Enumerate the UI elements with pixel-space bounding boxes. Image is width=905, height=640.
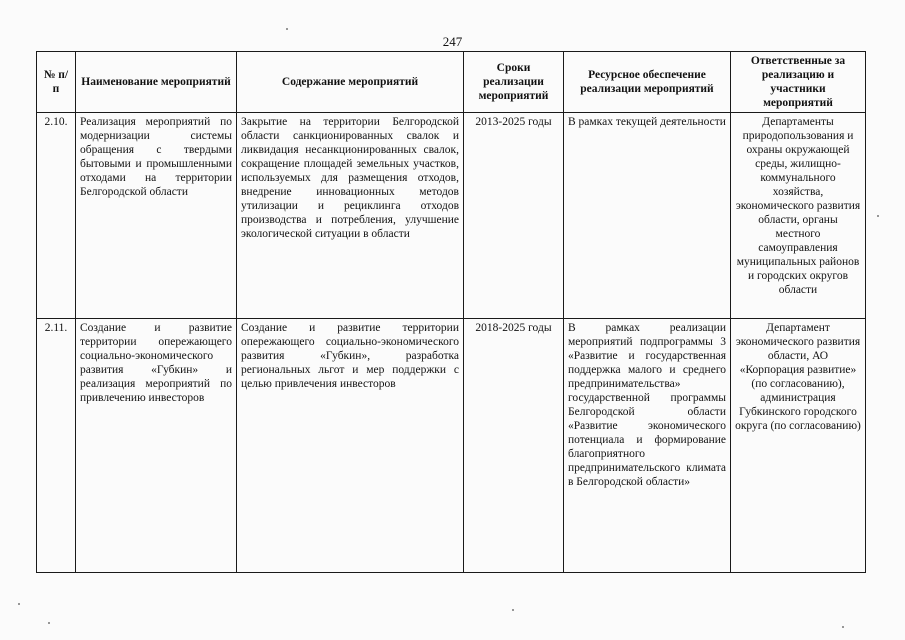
measures-table: [36, 51, 866, 573]
table-row: [37, 319, 866, 573]
scan-speck: [877, 215, 879, 217]
header-content: Содержание мероприятий: [237, 52, 464, 113]
row-content: Закрытие на территории Белгородской области санкционированных свалок и ликвидация несанкционированных свалок, сокращение площадей земельных участков, используемых для размещения отходов, внедрение инновационных методов утилизации и рециклинга отходов производства и потребления, улучшение экологической ситуации в области: [237, 113, 464, 319]
row-responsible: Департаменты природопользования и охраны окружающей среды, жилищно-коммунального хозяйства, экономического развития области, органы местного самоуправления муниципальных районов и городских округов области: [731, 113, 866, 319]
scan-speck: [842, 626, 844, 628]
header-name: Наименование мероприятий: [76, 52, 237, 113]
row-num: 2.11.: [37, 319, 76, 573]
scan-speck: [48, 622, 50, 624]
header-responsible: Ответственные за реализацию и участники мероприятий: [731, 52, 866, 113]
header-resources: Ресурсное обеспечение реализации мероприятий: [564, 52, 731, 113]
header-num: № п/п: [37, 52, 76, 113]
header-terms: Сроки реализации мероприятий: [464, 52, 564, 113]
row-content: Создание и развитие территории опережающего социально-экономического развития «Губкин», разработка региональных льгот и мер поддержки с целью привлечения инвесторов: [237, 319, 464, 573]
row-name: Реализация мероприятий по модернизации системы обращения с твердыми бытовыми и промышленными отходами на территории Белгородской области: [76, 113, 237, 319]
scan-speck: [512, 609, 514, 611]
scan-speck: [286, 28, 288, 30]
row-resources: В рамках реализации мероприятий подпрограммы 3 «Развитие и государственная поддержка малого и среднего предпринимательства» государственной программы Белгородской области «Развитие экономического потенциала и формирование благоприятного предпринимательского климата в Белгородской области»: [564, 319, 731, 573]
scan-speck: [18, 603, 20, 605]
page-number: 247: [442, 34, 463, 49]
row-name: Создание и развитие территории опережающего социально-экономического развития «Губкин» и реализация мероприятий по привлечению инвесторов: [76, 319, 237, 573]
row-num: 2.10.: [37, 113, 76, 319]
table-row: [37, 113, 866, 319]
row-terms: 2018-2025 годы: [464, 319, 564, 573]
table-header-row: [37, 52, 866, 113]
row-terms: 2013-2025 годы: [464, 113, 564, 319]
row-responsible: Департамент экономического развития области, АО «Корпорация развитие» (по согласованию), администрация Губкинского городского округа (по согласованию): [731, 319, 866, 573]
row-resources: В рамках текущей деятельности: [564, 113, 731, 319]
